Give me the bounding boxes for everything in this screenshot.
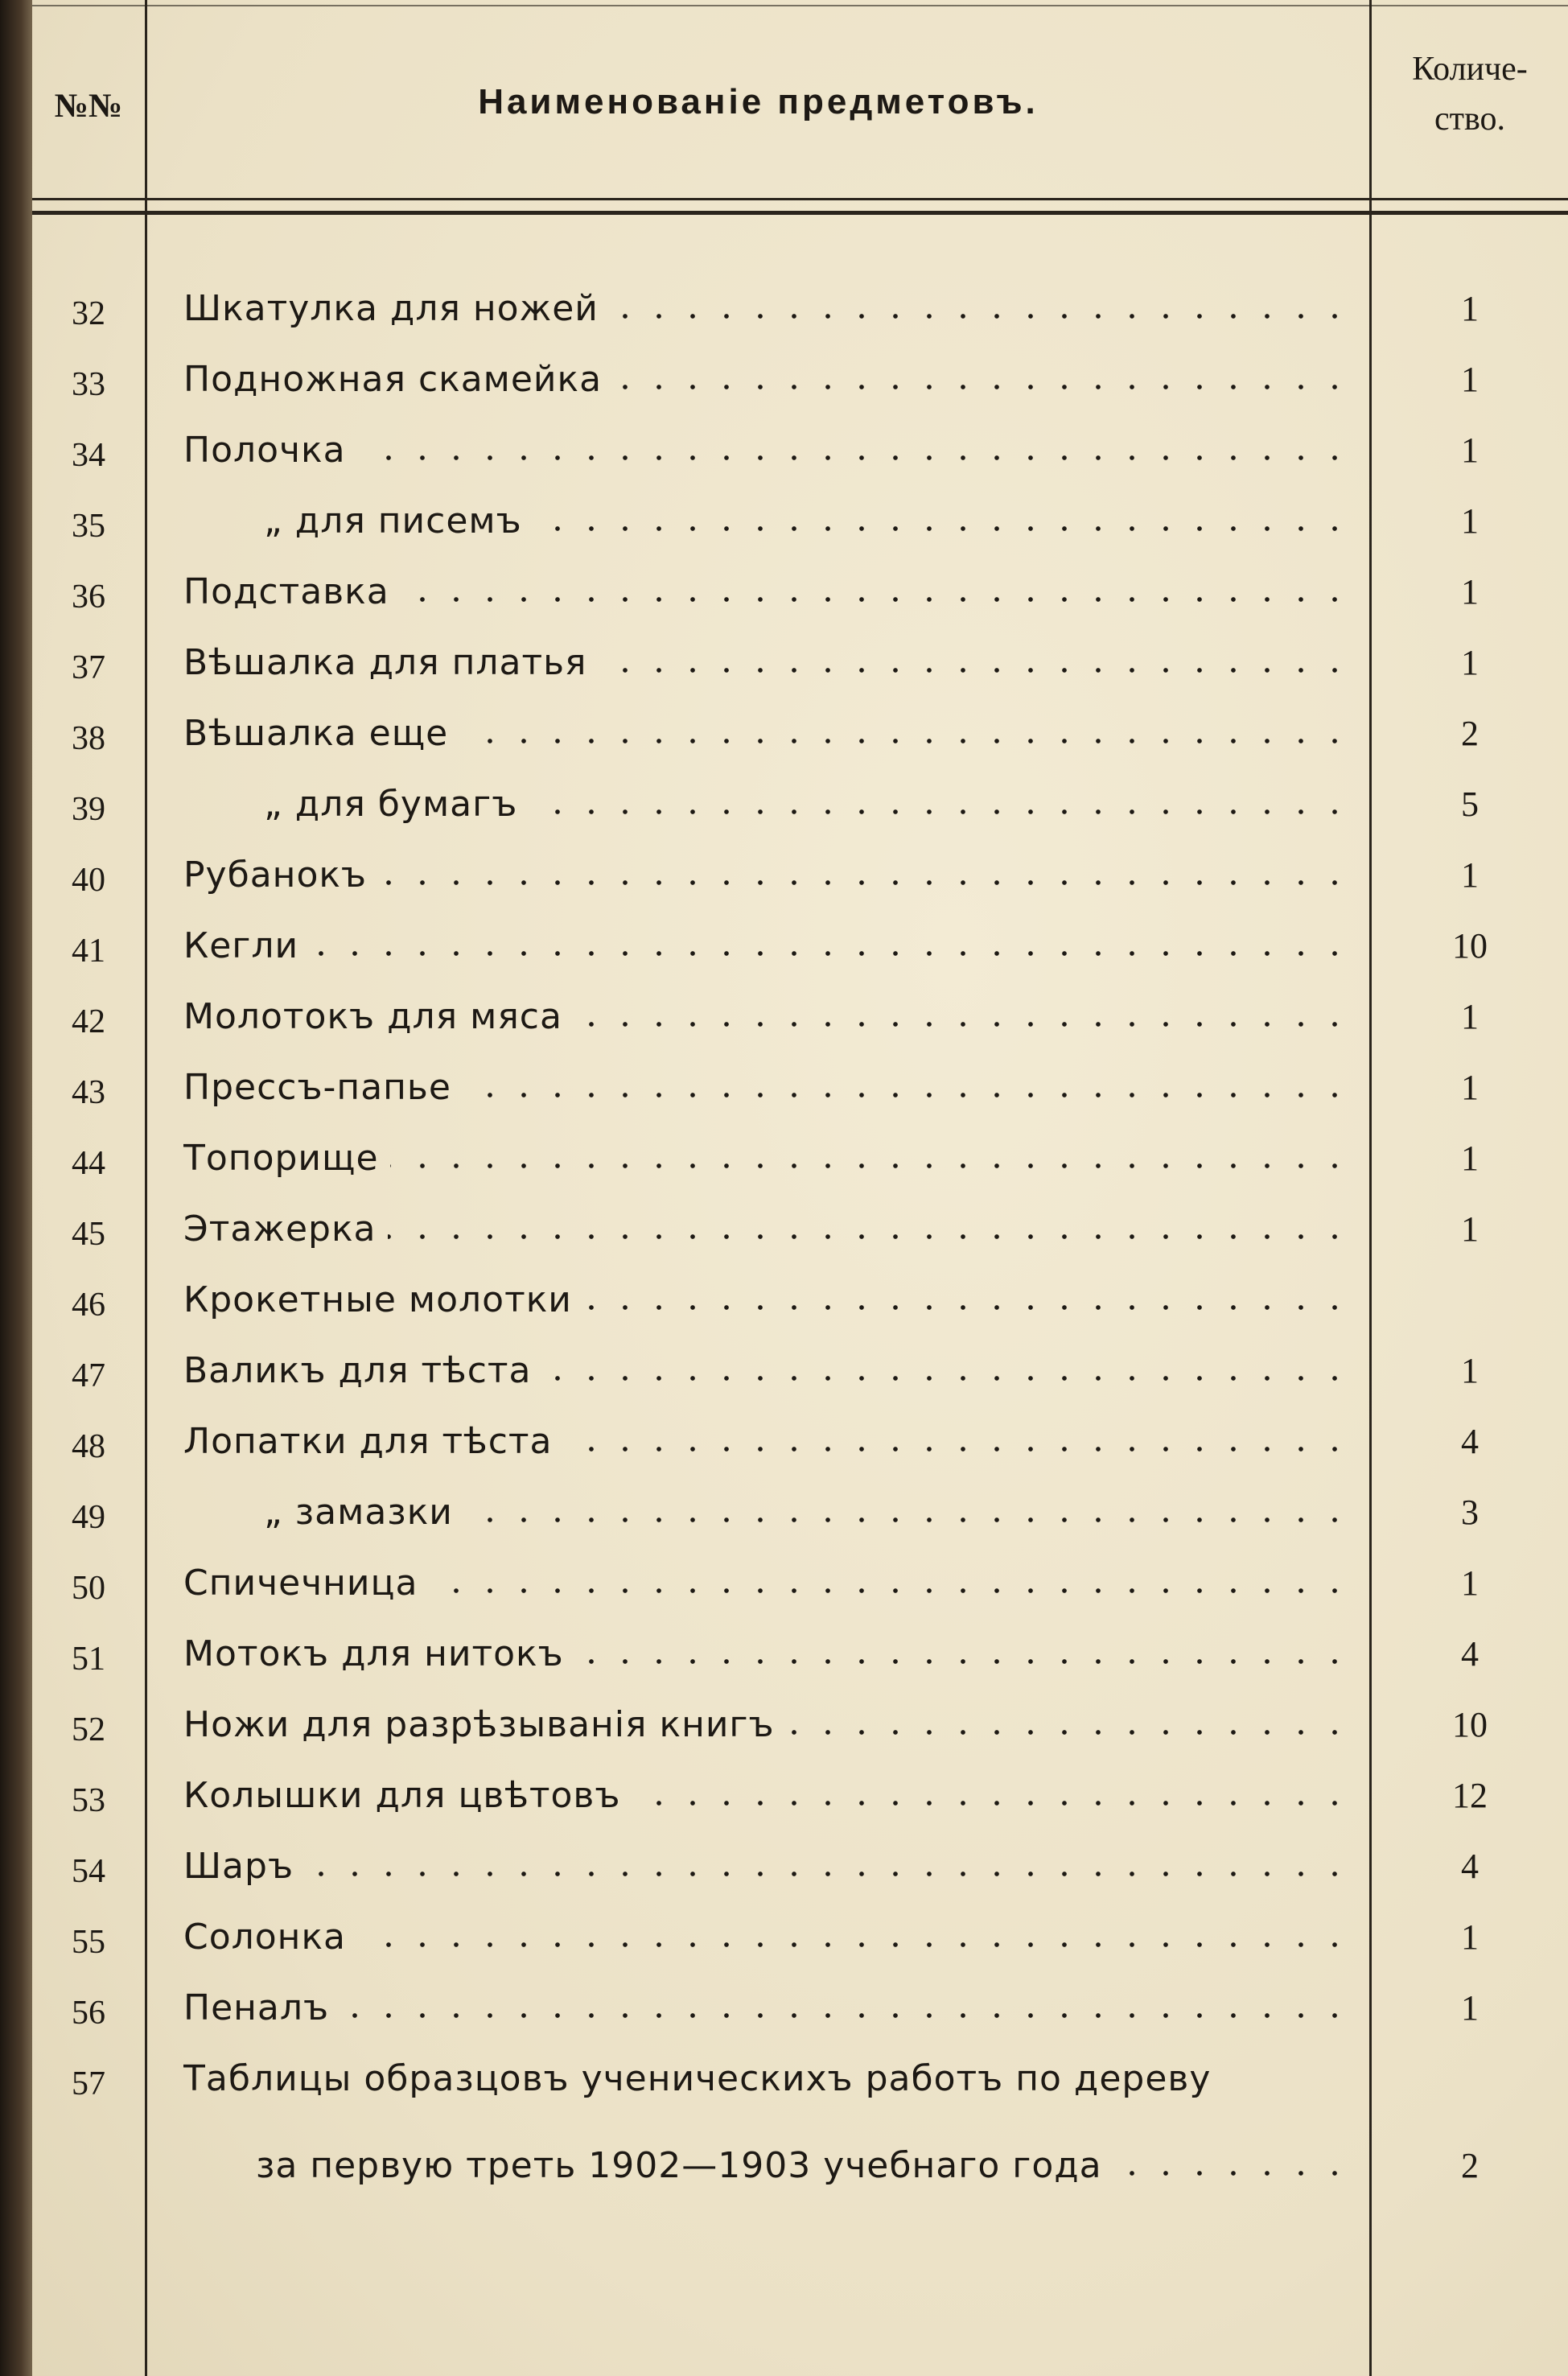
row-item-name: „ для писемъ bbox=[264, 500, 522, 541]
row-number: 54 bbox=[72, 1853, 105, 1890]
table-row bbox=[32, 779, 1568, 843]
row-number: 34 bbox=[72, 437, 105, 474]
table-row bbox=[32, 1770, 1568, 1835]
table-row bbox=[32, 1841, 1568, 1905]
row-quantity: 1 bbox=[1461, 430, 1479, 470]
table-row bbox=[32, 637, 1568, 702]
row-item-name: Вѣшалка для платья bbox=[183, 642, 587, 683]
leader-dots bbox=[533, 526, 1352, 531]
row-quantity: 1 bbox=[1461, 360, 1479, 399]
leader-dots bbox=[543, 1376, 1352, 1381]
row-quantity: 5 bbox=[1461, 784, 1479, 824]
leader-dots bbox=[401, 597, 1352, 602]
row-number: 38 bbox=[72, 720, 105, 757]
table-row bbox=[32, 425, 1568, 489]
row-number: 42 bbox=[72, 1003, 105, 1040]
row-item-name: Топорище bbox=[183, 1138, 379, 1179]
leader-dots bbox=[632, 1801, 1352, 1806]
header-rule-thin bbox=[32, 198, 1568, 200]
row-quantity: 1 bbox=[1461, 1988, 1479, 2028]
row-number: 51 bbox=[72, 1641, 105, 1678]
row-item-name: Ножи для разрѣзыванія книгъ bbox=[183, 1704, 775, 1745]
row-item-name: Молотокъ для мяса bbox=[183, 996, 562, 1037]
header-item-name: Наименованіе предметовъ. bbox=[478, 82, 1039, 121]
leader-dots bbox=[463, 1093, 1352, 1097]
row-number: 55 bbox=[72, 1924, 105, 1961]
row-quantity: 1 bbox=[1461, 572, 1479, 612]
table-row bbox=[32, 991, 1568, 1056]
leader-dots bbox=[388, 1234, 1352, 1239]
leader-dots bbox=[574, 1022, 1352, 1027]
row-item-name: „ замазки bbox=[264, 1492, 453, 1533]
header-quantity-line-1: Количе- bbox=[1412, 51, 1528, 88]
leader-dots bbox=[610, 314, 1352, 319]
row-item-name: Колышки для цвѣтовъ bbox=[183, 1775, 621, 1816]
leader-dots bbox=[464, 1517, 1352, 1522]
row-item-name: „ для бумагъ bbox=[264, 784, 518, 825]
leader-dots bbox=[341, 2013, 1352, 2018]
table-row bbox=[32, 708, 1568, 772]
table-row bbox=[32, 1629, 1568, 1693]
leader-dots bbox=[599, 668, 1352, 673]
leader-dots bbox=[379, 880, 1352, 885]
table-row bbox=[32, 1204, 1568, 1268]
row-quantity: 1 bbox=[1461, 855, 1479, 895]
row-item-name: Прессъ-папье bbox=[183, 1067, 451, 1108]
leader-dots bbox=[460, 739, 1352, 743]
header-quantity-line-2: ство. bbox=[1434, 101, 1506, 138]
table-row bbox=[32, 1133, 1568, 1197]
row-number: 35 bbox=[72, 508, 105, 545]
row-number: 32 bbox=[72, 295, 105, 332]
row-item-name: Валикъ для тѣста bbox=[183, 1350, 532, 1391]
leader-dots bbox=[529, 809, 1352, 814]
leader-dots bbox=[583, 1305, 1352, 1310]
row-quantity: 1 bbox=[1461, 501, 1479, 541]
row-quantity: 4 bbox=[1461, 1634, 1479, 1674]
row-item-name: Спичечница bbox=[183, 1563, 418, 1604]
row-quantity: 4 bbox=[1461, 1422, 1479, 1461]
table-row bbox=[32, 1416, 1568, 1480]
table-row bbox=[32, 1345, 1568, 1410]
leader-dots bbox=[564, 1447, 1352, 1452]
leader-dots bbox=[614, 385, 1352, 389]
row-item-name: Таблицы образцовъ ученическихъ работъ по дереву bbox=[183, 2058, 1212, 2099]
row-quantity: 1 bbox=[1461, 1351, 1479, 1390]
row-item-name: Лопатки для тѣста bbox=[183, 1421, 553, 1462]
table-row bbox=[32, 496, 1568, 560]
row-item-name: Крокетные молотки bbox=[183, 1279, 572, 1320]
table-row bbox=[32, 1983, 1568, 2047]
row-quantity: 2 bbox=[1461, 2146, 1479, 2185]
row-number: 45 bbox=[72, 1216, 105, 1253]
leader-dots bbox=[311, 951, 1352, 956]
row-number: 33 bbox=[72, 366, 105, 403]
row-quantity: 1 bbox=[1461, 1209, 1479, 1249]
table-row bbox=[32, 1274, 1568, 1339]
row-item-name: Вѣшалка еще bbox=[183, 713, 449, 754]
row-number: 49 bbox=[72, 1499, 105, 1536]
row-item-name: Пеналъ bbox=[183, 1987, 330, 2028]
row-number: 40 bbox=[72, 862, 105, 899]
row-number: 52 bbox=[72, 1711, 105, 1748]
table-row bbox=[32, 1699, 1568, 1764]
leader-dots bbox=[786, 1730, 1352, 1735]
table-row bbox=[32, 1912, 1568, 1976]
row-quantity: 1 bbox=[1461, 1917, 1479, 1957]
table-row bbox=[32, 2053, 1568, 2118]
table-row bbox=[32, 283, 1568, 348]
row-quantity: 1 bbox=[1461, 1139, 1479, 1178]
row-item-name: Рубанокъ bbox=[183, 854, 368, 896]
leader-dots bbox=[357, 455, 1352, 460]
row-number: 50 bbox=[72, 1570, 105, 1607]
row-quantity: 1 bbox=[1461, 997, 1479, 1036]
header-number: №№ bbox=[54, 88, 123, 125]
leader-dots bbox=[306, 1872, 1352, 1876]
row-number: 46 bbox=[72, 1287, 105, 1324]
row-number: 44 bbox=[72, 1145, 105, 1182]
header-quantity bbox=[1372, 44, 1568, 144]
table-row bbox=[32, 920, 1568, 985]
leader-dots bbox=[430, 1588, 1352, 1593]
leader-dots bbox=[357, 1942, 1352, 1947]
table-row bbox=[32, 1558, 1568, 1622]
row-item-name: за первую треть 1902—1903 учебнаго года bbox=[256, 2145, 1102, 2186]
row-item-name: Этажерка bbox=[183, 1209, 377, 1250]
row-number: 41 bbox=[72, 933, 105, 970]
row-quantity: 1 bbox=[1461, 1068, 1479, 1107]
table-row bbox=[32, 566, 1568, 631]
row-item-name: Шаръ bbox=[183, 1846, 294, 1887]
row-quantity: 1 bbox=[1461, 643, 1479, 682]
row-item-name: Солонка bbox=[183, 1917, 346, 1958]
row-number: 39 bbox=[72, 791, 105, 828]
leader-dots bbox=[1113, 2171, 1352, 2176]
row-quantity: 3 bbox=[1461, 1493, 1479, 1532]
row-number: 57 bbox=[72, 2065, 105, 2102]
row-number: 48 bbox=[72, 1428, 105, 1465]
row-quantity: 1 bbox=[1461, 289, 1479, 328]
row-quantity: 10 bbox=[1452, 926, 1488, 966]
row-item-name: Подставка bbox=[183, 571, 389, 612]
row-number: 56 bbox=[72, 1995, 105, 2032]
row-number: 36 bbox=[72, 579, 105, 616]
row-quantity: 12 bbox=[1452, 1776, 1488, 1815]
row-item-name: Мотокъ для нитокъ bbox=[183, 1633, 564, 1674]
top-rule bbox=[32, 5, 1568, 6]
row-quantity: 2 bbox=[1461, 714, 1479, 753]
table-row bbox=[32, 354, 1568, 418]
table-row bbox=[32, 1062, 1568, 1126]
row-quantity: 1 bbox=[1461, 1563, 1479, 1603]
row-number: 47 bbox=[72, 1357, 105, 1394]
row-item-name: Полочка bbox=[183, 430, 346, 471]
row-number: 53 bbox=[72, 1782, 105, 1819]
header-rule-thick bbox=[32, 211, 1568, 215]
leader-dots bbox=[575, 1659, 1352, 1664]
row-quantity: 10 bbox=[1452, 1705, 1488, 1744]
row-quantity: 4 bbox=[1461, 1847, 1479, 1886]
leader-dots bbox=[390, 1163, 1352, 1168]
table-row bbox=[32, 2140, 1568, 2205]
row-item-name: Шкатулка для ножей bbox=[183, 288, 599, 329]
table-row bbox=[32, 850, 1568, 914]
row-item-name: Кегли bbox=[183, 925, 299, 966]
row-item-name: Подножная скамейка bbox=[183, 359, 603, 400]
document-page bbox=[32, 0, 1568, 2376]
row-number: 37 bbox=[72, 649, 105, 686]
table-row bbox=[32, 1487, 1568, 1551]
row-number: 43 bbox=[72, 1074, 105, 1111]
